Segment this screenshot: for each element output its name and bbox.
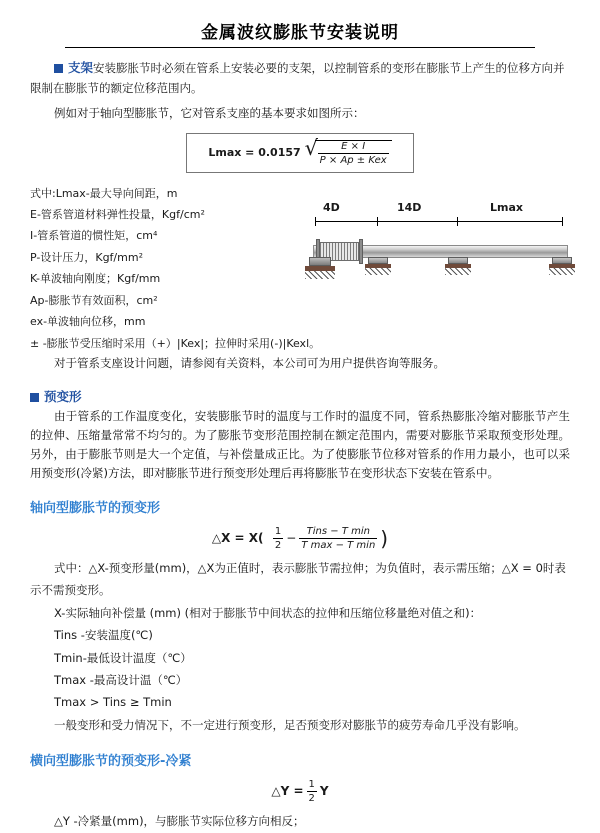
formula-fraction (315, 140, 392, 166)
dimension-segment (457, 221, 562, 222)
section-predeform-label: 预变形 (44, 389, 82, 405)
dimension-label-14d: 14D (397, 200, 422, 214)
lateral-equation-fraction (304, 779, 320, 804)
anchor-block (309, 257, 331, 266)
lateral-equation-den: 2 (308, 793, 315, 805)
legend-item: Ap-膨胀节有效面积，cm² (30, 293, 158, 307)
section-bracket-intro2: 例如对于轴向型膨胀节，它对管系支座的基本要求如图所示： (54, 105, 365, 120)
equation-half-fraction (270, 526, 286, 551)
lateral-predeform-equation (30, 779, 570, 804)
diagram-dimension-labels (305, 201, 570, 217)
axial-predeform-line: Tins -安装温度(℃) (54, 628, 153, 643)
axial-predeform-heading: 轴向型膨胀节的预变形 (30, 500, 161, 516)
legend-item: ± -膨胀节受压缩时采用（+）|Kex|；拉伸时采用(-)|Kexl。 (30, 336, 321, 350)
guide-support (445, 257, 471, 277)
diagram-dimension-lines (305, 217, 570, 227)
document-content (0, 58, 600, 833)
legend-item: P-设计压力，Kgf/mm² (30, 250, 143, 264)
document-page (0, 18, 600, 829)
legend-list (30, 183, 321, 355)
equation-half-num: 1 (274, 525, 282, 537)
formula-denominator: P × Ap ± Kex (319, 154, 387, 166)
axial-predeform-line: 式中：△X-预变形量(mm)，△X为正值时，表示膨胀节需拉伸；为负值时，表示需压缩；△X = 0时表示不需预变形。 (30, 560, 566, 598)
legend-item: 式中:Lmax-最大导向间距，m (30, 186, 178, 200)
lateral-equation-num: 1 (308, 779, 315, 791)
dimension-segment (315, 221, 377, 222)
equation-temp-den: T max − T min (301, 539, 376, 551)
dimension-tick (562, 217, 563, 226)
section-bracket-head (30, 58, 570, 98)
axial-predeform-line: Tmax > Tins ≥ Tmin (54, 695, 172, 710)
section-bracket-label: 支架 (68, 60, 94, 75)
blue-square-icon (30, 393, 39, 402)
formula-lmax (186, 133, 414, 173)
equation-close-paren: ) (380, 526, 389, 551)
title-divider (65, 47, 535, 48)
formula-lhs: Lmax = 0.0157 (208, 146, 301, 160)
dimension-label-lmax: Lmax (490, 200, 523, 214)
legend-item: ex-单波轴向位移，mm (30, 315, 146, 329)
guide-hatching (549, 268, 575, 275)
page-title: 金属波纹膨胀节安装说明 (201, 23, 399, 43)
axial-predeform-equation (30, 526, 570, 551)
anchor-hatching (305, 271, 335, 279)
guide-hatching (365, 268, 391, 275)
guide-block (448, 257, 468, 264)
pipe-assembly (305, 229, 570, 291)
equation-minus: − (286, 530, 297, 545)
legend-diagram-block (30, 183, 570, 355)
service-note: 对于管系支座设计问题，请参阅有关资料，本公司可为用户提供咨询等服务。 (54, 356, 445, 371)
guide-block (552, 257, 572, 264)
dimension-segment (377, 221, 457, 222)
flange (359, 239, 363, 264)
pipe-support-diagram (305, 201, 570, 291)
legend-item: E-管系管道材料弹性投量，Kgf/cm² (30, 208, 205, 221)
axial-predeform-line: X-实际轴向补偿量 (mm) (相对于膨胀节中间状态的拉伸和压缩位移量绝对值之和)： (54, 605, 482, 620)
legend-item: K-单波轴向刚度；Kgf/mm (30, 272, 161, 286)
blue-square-icon (54, 64, 63, 73)
section-bracket-text: 安装膨胀节时必须在管系上安装必要的支架，以控制管系的变形在膨胀节上产生的位移方向并限制在膨胀节的额定位移范围内。 (30, 61, 565, 95)
guide-support (365, 257, 391, 277)
lateral-equation-rhs: Y (319, 784, 329, 799)
axial-predeform-line: Tmin-最低设计温度（℃） (54, 650, 192, 665)
equation-temp-fraction (296, 526, 380, 551)
formula-numerator: √ E × I (318, 141, 389, 154)
lateral-predeform-heading: 横向型膨胀节的预变形-冷紧 (30, 754, 192, 770)
section-predeform-para: 由于管系的工作温度变化，安装膨胀节时的温度与工作时的温度不同，管系热膨胀冷缩对膨胀节产生的拉伸、压缩量常常不均匀的。为了膨胀节变形范围控制在额定范围内，需要对膨胀节采取预变形处理。另外，由于膨胀节则是大一个定值，与补偿量成正比。为了使膨胀节位移对管系的作用力最小，也可以采用预变形(冷紧)方法，即对膨胀节进行预变形处理后再将膨胀节在变形状态下安装在管系中。 (30, 409, 570, 480)
equation-temp-num: Tins − T min (299, 526, 377, 539)
equation-half-den: 2 (274, 539, 282, 551)
main-anchor-support (305, 257, 335, 279)
dimension-label-4d: 4D (323, 200, 340, 214)
sqrt-icon (305, 140, 392, 166)
guide-hatching (445, 268, 471, 275)
guide-support (549, 257, 575, 277)
section-predeform-head (30, 387, 570, 405)
axial-predeform-line: 一般变形和受力情况下，不一定进行预变形，足否预变形对膨胀节的疲劳寿命几乎没有影响。 (54, 717, 526, 732)
equation-lhs: △X = X( (211, 530, 264, 545)
lateral-predeform-line: △Y -冷紧量(mm)，与膨胀节实际位移方向相反； (54, 814, 305, 829)
axial-predeform-line: Tmax -最高设计温（℃） (54, 673, 188, 688)
legend-item: I-管系管道的惯性矩，cm⁴ (30, 229, 158, 243)
lateral-equation-lhs: △Y = (271, 784, 304, 799)
guide-block (368, 257, 388, 264)
